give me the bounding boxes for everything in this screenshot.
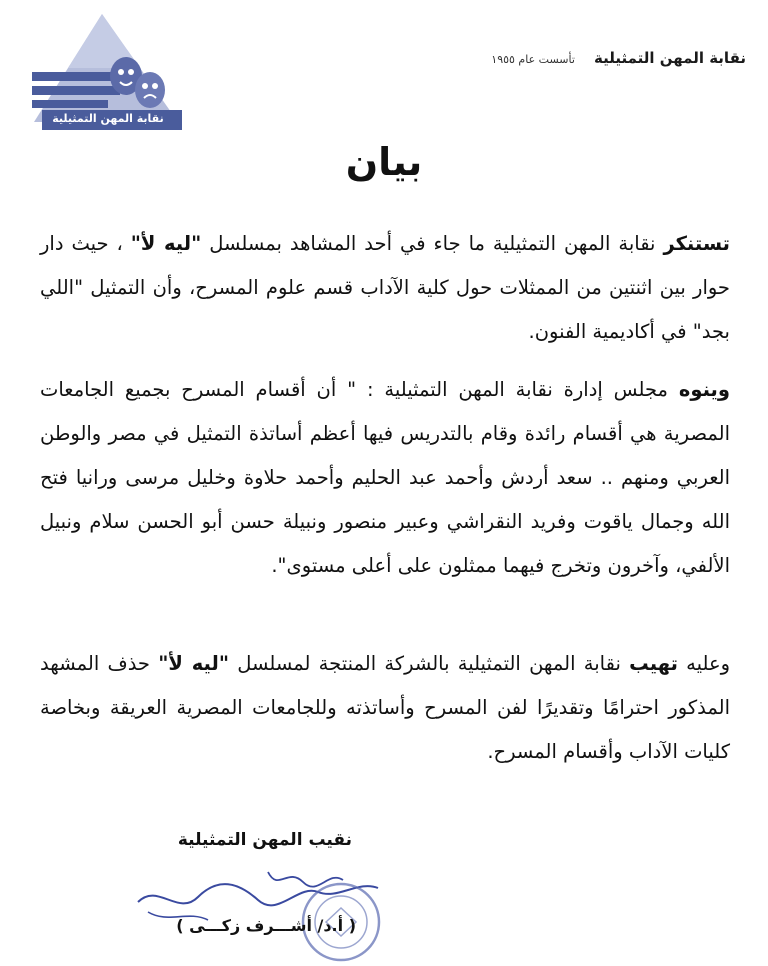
paragraph-text: وعليه xyxy=(677,652,730,675)
signatory-name: ( أ.د/ أشـــرف زكـــى ) xyxy=(176,916,356,935)
series-name: "ليه لأ" xyxy=(130,232,202,255)
organization-name: نقابة المهن التمثيلية xyxy=(593,49,746,67)
lead-word: تستنكر xyxy=(663,232,730,255)
paragraph-text: مجلس إدارة نقابة المهن التمثيلية : " أن أقسام المسرح بجميع الجامعات المصرية هي أقسام رائدة وقام بالتدريس فيها أعظم أساتذة التمثيل في مصر والوطن العربي ومنهم .. سعد أردش وأحمد عبد الحليم وأحمد حلاوة وخليل مرسى ورانيا فتح الله وجمال ياقوت وفريد النقراشي وعبير منصور ونبيلة حسن أبو الحسن سلام ونبيل الألفي، وآخرون وتخرج فيهما ممثلون على أعلى مستوى". xyxy=(40,378,730,577)
founded-year: تأسست عام ١٩٥٥ xyxy=(491,53,575,66)
logo-caption: نقابة المهن التمثيلية xyxy=(52,112,164,125)
lead-word: وينوه xyxy=(678,378,730,401)
paragraph-text: حذف المشهد المذكور احترامًا وتقديرًا لفن المسرح وأساتذته وللجامعات المصرية العريقة وبخاصة كليات الآداب وأقسام المسرح. xyxy=(40,652,730,763)
signatory-title: نقيب المهن التمثيلية xyxy=(177,830,352,850)
series-name: "ليه لأ" xyxy=(158,652,229,675)
paragraph-1 xyxy=(40,222,730,354)
paragraph-text: ، حيث دار حوار بين اثنتين من الممثلات حول كلية الآداب قسم علوم المسرح، وأن التمثيل "اللي بجد" في أكاديمية الفنون. xyxy=(40,232,730,343)
lead-word: تهيب xyxy=(629,652,678,675)
page-title: بيان xyxy=(345,140,423,184)
paragraph-text: نقابة المهن التمثيلية ما جاء في أحد المشاهد بمسلسل xyxy=(201,232,664,255)
paragraph-3 xyxy=(40,642,730,774)
letterhead xyxy=(491,48,746,67)
paragraph-2 xyxy=(40,368,730,588)
paragraph-text: نقابة المهن التمثيلية بالشركة المنتجة لمسلسل xyxy=(228,652,630,675)
